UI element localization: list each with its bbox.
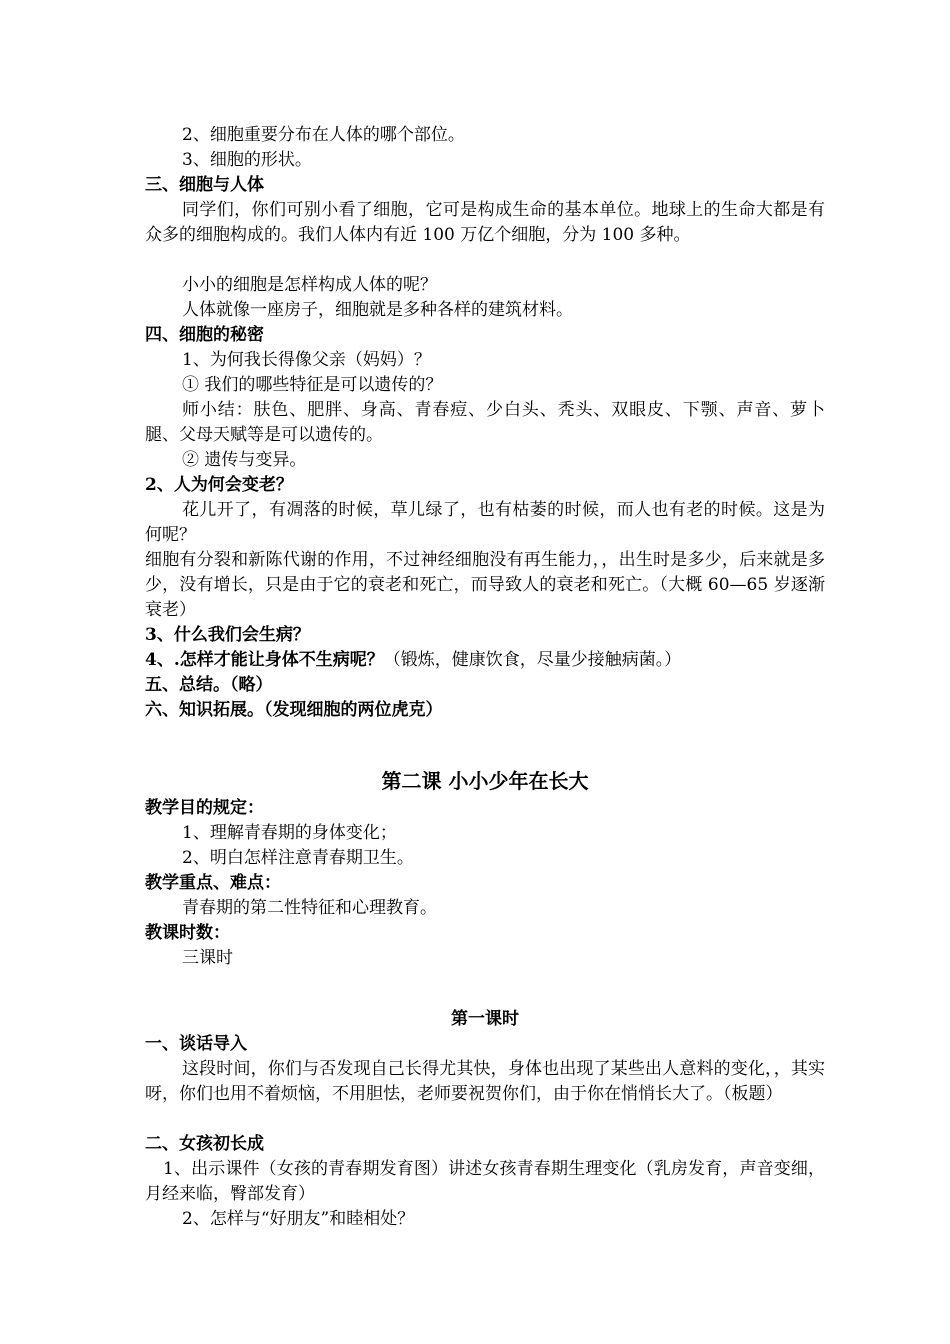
list-item: ② 遗传与变异。 [182,450,307,470]
section-label: 教学目的规定： [145,798,264,818]
document-page [145,123,825,1232]
session-title: 第一课时 [451,1009,519,1029]
section-heading: 三、细胞与人体 [145,175,264,195]
paragraph: 同学们，你们可别小看了细胞，它可是构成生命的基本单位。地球上的生命大都是有众多的细胞构成的。我们人体内有近 100 万亿个细胞，分为 100 多种。 [145,200,825,245]
paragraph: 人体就像一座房子，细胞就是多种各样的建筑材料。 [182,300,573,320]
paragraph: 细胞有分裂和新陈代谢的作用，不过神经细胞没有再生能力，，出生时是多少，后来就是多少，没有增长，只是由于它的衰老和死亡，而导致人的衰老和死亡。（大概 60—65 岁逐渐衰老） [145,550,825,620]
section-heading: 二、女孩初长成 [145,1134,264,1154]
lesson-title: 第二课 小小少年在长大 [381,769,589,793]
paragraph: 三课时 [182,948,233,968]
question-bold: 4、.怎样才能让身体不生病呢？ [145,650,384,670]
section-heading: 3、什么我们会生病？ [145,625,310,645]
question-line [145,648,825,673]
list-item: 2、明白怎样注意青春期卫生。 [182,848,414,868]
paragraph: 这段时间，你们与否发现自己长得尤其快，身体也出现了某些出人意料的变化，，其实呀，你们也用不着烦恼，不用胆怯，老师要祝贺你们，由于你在悄悄长大了。（板题） [145,1059,825,1104]
section-heading: 2、人为何会变老？ [145,475,293,495]
section-heading: 五、总结。（略） [145,675,273,695]
paragraph: 青春期的第二性特征和心理教育。 [182,898,437,918]
list-item: ① 我们的哪些特征是可以遗传的？ [182,375,443,395]
paragraph: 花儿开了，有凋落的时候，草儿绿了，也有枯萎的时候，而人也有老的时候。这是为何呢？ [145,500,825,545]
question-answer: （锻炼，健康饮食，尽量少接触病菌。） [383,650,682,670]
section-label: 教学重点、难点： [145,873,281,893]
paragraph: 小小的细胞是怎样构成人体的呢？ [182,275,437,295]
section-heading: 四、细胞的秘密 [145,325,264,345]
section-heading: 六、知识拓展。（发现细胞的两位虎克） [145,700,443,720]
list-item: 3、细胞的形状。 [182,150,312,170]
section-label: 教课时数： [145,923,230,943]
list-item: 2、怎样与“好朋友”和睦相处？ [182,1209,415,1229]
list-item: 1、为何我长得像父亲（妈妈）？ [182,350,431,370]
paragraph: 师小结：肤色、肥胖、身高、青春痘、少白头、秃头、双眼皮、下颚、声音、萝卜腿、父母天赋等是可以遗传的。 [145,400,825,445]
list-item: 2、细胞重要分布在人体的哪个部位。 [182,125,465,145]
section-heading: 一、谈话导入 [145,1034,247,1054]
list-item: 1、理解青春期的身体变化； [182,823,397,843]
list-item: 1、出示课件（女孩的青春期发育图）讲述女孩青春期生理变化（乳房发育，声音变细，月经来临，臀部发育） [145,1159,825,1204]
